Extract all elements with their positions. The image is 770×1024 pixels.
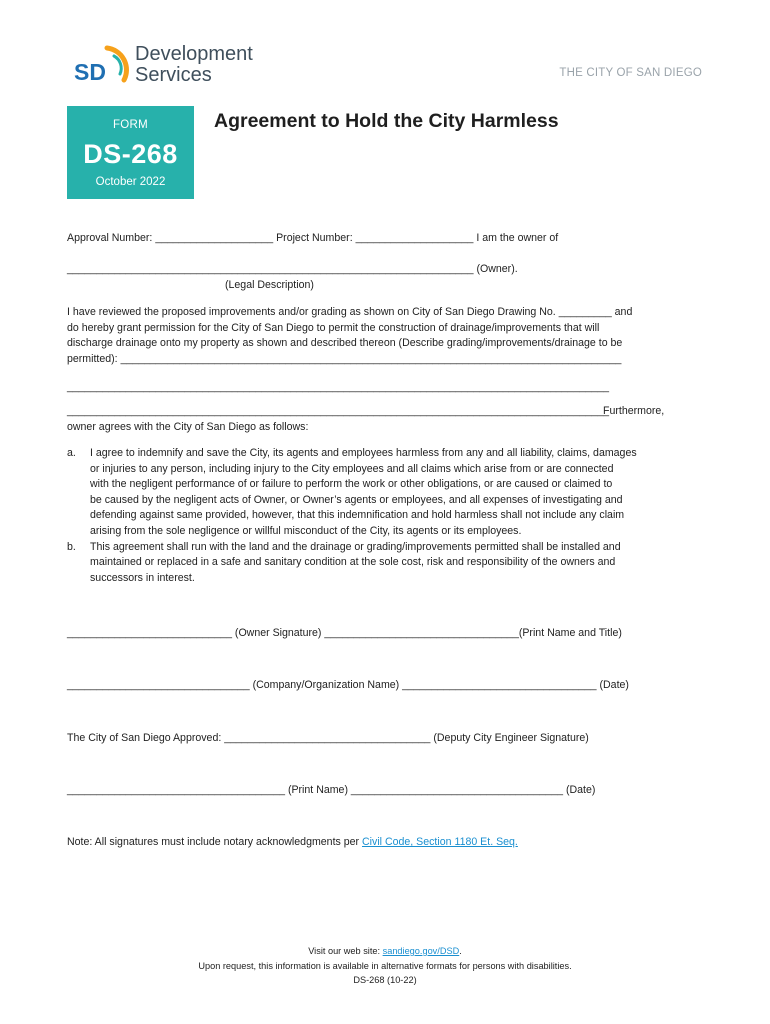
list-item-line: or injuries to any person, including injury to the City employees and all claims which arise from or are connected: [90, 462, 614, 475]
description-blank-line[interactable]: ____________________________________________________________________________________________: [67, 405, 610, 417]
owner-line[interactable]: _____________________________________________________________________ (Owner).: [67, 263, 518, 275]
form-date: October 2022: [95, 176, 166, 188]
approval-project-line[interactable]: Approval Number: ____________________ Project Number: ____________________ I am the owner of: [67, 232, 559, 244]
paragraph-line: I have reviewed the proposed improvements and/or grading as shown on City of San Diego Drawing No. _________ and: [67, 306, 633, 318]
owner-agrees-text: owner agrees with the City of San Diego as follows:: [67, 421, 309, 433]
footer-alt-formats: Upon request, this information is available in alternative formats for persons with disabilities.: [198, 960, 572, 971]
notary-note: [67, 835, 518, 851]
company-name-line[interactable]: _______________________________ (Company/Organization Name) _________________________________ (Date): [67, 679, 629, 691]
footer: [0, 944, 770, 988]
city-approval-line[interactable]: The City of San Diego Approved: ___________________________________ (Deputy City Engineer Signature): [67, 732, 589, 744]
form-badge: [67, 106, 194, 199]
paragraph-line: do hereby grant permission for the City of San Diego to permit the construction of drainage/improvements that will: [67, 321, 600, 334]
sd-logo-icon: [74, 44, 130, 90]
city-name: THE CITY OF SAN DIEGO: [559, 67, 702, 79]
list-item-line: defending against same provided, however, that this indemnification and hold harmless shall not include any claim: [90, 509, 625, 522]
paragraph-line[interactable]: permitted): _____________________________________________________________________________________: [67, 352, 622, 365]
logo-line-1: Development: [135, 43, 253, 65]
list-item-line: maintained or replaced in a safe and sanitary condition at the sole cost, risk and responsibility of the owners and: [90, 556, 616, 569]
form-number: DS-268: [83, 139, 178, 169]
agreement-list: [67, 446, 707, 586]
footer-form-code: DS-268 (10-22): [353, 975, 417, 985]
description-blank-line[interactable]: ____________________________________________________________________________________________: [67, 381, 610, 393]
list-marker: b.: [67, 540, 76, 553]
footer-period: .: [459, 946, 462, 956]
note-text: Note: All signatures must include notary acknowledgments per: [67, 836, 363, 848]
furthermore-text: Furthermore,: [603, 405, 665, 417]
logo-line-2: Services: [135, 64, 212, 86]
permission-paragraph: [67, 305, 707, 367]
dsd-logo: [74, 44, 274, 90]
footer-website-line: [0, 944, 770, 959]
owner-signature-line[interactable]: ____________________________ (Owner Signature) _________________________________(Print Name and Title): [67, 627, 622, 639]
list-item-a: [67, 446, 707, 540]
list-marker: a.: [67, 447, 76, 459]
website-link[interactable]: sandiego.gov/DSD: [382, 946, 460, 956]
list-item-line: arising from the sole negligence or willful misconduct of the City, its agents or its employees.: [90, 524, 522, 537]
list-item-line: be caused by the negligent acts of Owner, or Owner’s agents or employees, and all expenses of investigating and: [90, 493, 623, 506]
page-title: Agreement to Hold the City Harmless: [214, 110, 559, 132]
logo-mark-text: SD: [74, 59, 106, 85]
list-item-line: I agree to indemnify and save the City, its agents and employees harmless from any and all liability, claims, damages: [90, 447, 637, 459]
list-item-line: with the negligent performance of or failure to perform the work or other obligations, or are caused or claimed to: [90, 478, 613, 491]
list-item-line: successors in interest.: [90, 571, 195, 584]
civil-code-link[interactable]: Civil Code, Section 1180 Et. Seq.: [362, 836, 518, 848]
logo-text: [135, 44, 253, 86]
footer-visit-text: Visit our web site:: [308, 946, 383, 956]
paragraph-line: discharge drainage onto my property as shown and described thereon (Describe grading/improvements/drainage to be: [67, 337, 623, 349]
list-item-b: [67, 540, 707, 587]
legal-description-label: (Legal Description): [225, 279, 314, 291]
form-label: FORM: [112, 119, 149, 131]
print-name-line[interactable]: _____________________________________ (Print Name) ____________________________________ (Date): [67, 784, 596, 796]
list-item-line: This agreement shall run with the land and the drainage or grading/improvements permitted shall be installed and: [90, 540, 621, 553]
